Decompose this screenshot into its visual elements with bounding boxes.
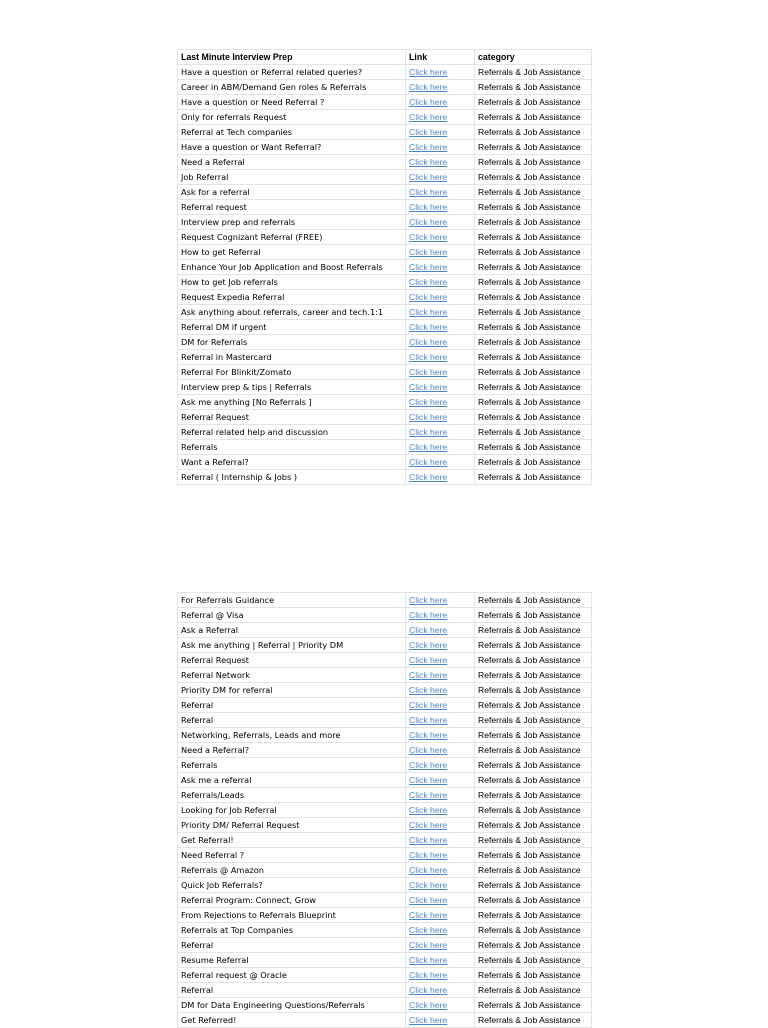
referral-table-2 (177, 592, 592, 1028)
row-title: Referrals (178, 758, 406, 773)
row-link-cell (406, 455, 475, 470)
table-row (178, 683, 592, 698)
click-here-link[interactable]: Click here (409, 127, 448, 137)
row-category: Referrals & Job Assistance (475, 998, 592, 1013)
row-title: Quick Job Referrals? (178, 878, 406, 893)
click-here-link[interactable]: Click here (409, 112, 448, 122)
row-link-cell (406, 773, 475, 788)
row-title: Referral ( Internship & Jobs ) (178, 470, 406, 485)
row-title: Referral For Blinkit/Zomato (178, 365, 406, 380)
row-category: Referrals & Job Assistance (475, 365, 592, 380)
click-here-link[interactable]: Click here (409, 142, 448, 152)
click-here-link[interactable]: Click here (409, 217, 448, 227)
row-category: Referrals & Job Assistance (475, 788, 592, 803)
row-link-cell (406, 758, 475, 773)
table-row (178, 923, 592, 938)
table-row (178, 758, 592, 773)
table-row (178, 335, 592, 350)
header-category: category (475, 50, 592, 65)
click-here-link[interactable]: Click here (409, 202, 448, 212)
row-link-cell (406, 863, 475, 878)
row-link-cell (406, 713, 475, 728)
click-here-link[interactable]: Click here (409, 157, 448, 167)
row-link-cell (406, 185, 475, 200)
row-link-cell (406, 245, 475, 260)
click-here-link[interactable]: Click here (409, 865, 448, 875)
row-title: Referral request @ Oracle (178, 968, 406, 983)
row-title: Referrals at Top Companies (178, 923, 406, 938)
row-category: Referrals & Job Assistance (475, 968, 592, 983)
row-link-cell (406, 275, 475, 290)
row-category: Referrals & Job Assistance (475, 773, 592, 788)
row-category: Referrals & Job Assistance (475, 230, 592, 245)
table-row (178, 275, 592, 290)
row-category: Referrals & Job Assistance (475, 245, 592, 260)
row-link-cell (406, 140, 475, 155)
click-here-link[interactable]: Click here (409, 715, 448, 725)
row-title: Have a question or Need Referral ? (178, 95, 406, 110)
table-row (178, 200, 592, 215)
table-row (178, 440, 592, 455)
table-row (178, 425, 592, 440)
row-category: Referrals & Job Assistance (475, 470, 592, 485)
table-row (178, 260, 592, 275)
row-title: Get Referral! (178, 833, 406, 848)
row-title: How to get Job referrals (178, 275, 406, 290)
click-here-link[interactable]: Click here (409, 640, 448, 650)
table-row (178, 938, 592, 953)
click-here-link[interactable]: Click here (409, 97, 448, 107)
table-row (178, 788, 592, 803)
row-link-cell (406, 380, 475, 395)
table-row (178, 803, 592, 818)
table-row (178, 953, 592, 968)
row-category: Referrals & Job Assistance (475, 335, 592, 350)
table-row (178, 818, 592, 833)
row-category: Referrals & Job Assistance (475, 743, 592, 758)
referral-table-2-body (178, 593, 592, 1028)
row-title: Referral Request (178, 410, 406, 425)
table-row (178, 125, 592, 140)
table-row (178, 668, 592, 683)
row-category: Referrals & Job Assistance (475, 638, 592, 653)
row-title: Referrals (178, 440, 406, 455)
row-category: Referrals & Job Assistance (475, 290, 592, 305)
table-row (178, 320, 592, 335)
click-here-link[interactable]: Click here (409, 337, 448, 347)
row-title: Have a question or Want Referral? (178, 140, 406, 155)
row-category: Referrals & Job Assistance (475, 653, 592, 668)
row-link-cell (406, 728, 475, 743)
table-row (178, 848, 592, 863)
table-row (178, 65, 592, 80)
row-category: Referrals & Job Assistance (475, 350, 592, 365)
click-here-link[interactable]: Click here (409, 760, 448, 770)
row-title: DM for Referrals (178, 335, 406, 350)
click-here-link[interactable]: Click here (409, 655, 448, 665)
click-here-link[interactable]: Click here (409, 307, 448, 317)
row-title: Ask a Referral (178, 623, 406, 638)
click-here-link[interactable]: Click here (409, 775, 448, 785)
row-title: Ask anything about referrals, career and tech.1:1 (178, 305, 406, 320)
row-category: Referrals & Job Assistance (475, 170, 592, 185)
click-here-link[interactable]: Click here (409, 985, 448, 995)
row-category: Referrals & Job Assistance (475, 305, 592, 320)
row-title: Ask me anything [No Referrals ] (178, 395, 406, 410)
row-link-cell (406, 743, 475, 758)
row-link-cell (406, 593, 475, 608)
click-here-link[interactable]: Click here (409, 1000, 448, 1010)
row-link-cell (406, 65, 475, 80)
row-link-cell (406, 623, 475, 638)
click-here-link[interactable]: Click here (409, 382, 448, 392)
header-title: Last Minute Interview Prep (178, 50, 406, 65)
row-link-cell (406, 440, 475, 455)
row-category: Referrals & Job Assistance (475, 728, 592, 743)
table-row (178, 878, 592, 893)
row-title: DM for Data Engineering Questions/Referrals (178, 998, 406, 1013)
row-category: Referrals & Job Assistance (475, 155, 592, 170)
click-here-link[interactable]: Click here (409, 955, 448, 965)
row-title: Enhance Your Job Application and Boost Referrals (178, 260, 406, 275)
row-link-cell (406, 110, 475, 125)
row-category: Referrals & Job Assistance (475, 953, 592, 968)
row-title: Need a Referral? (178, 743, 406, 758)
row-title: Referral related help and discussion (178, 425, 406, 440)
row-category: Referrals & Job Assistance (475, 848, 592, 863)
row-title: Request Expedia Referral (178, 290, 406, 305)
table-row (178, 410, 592, 425)
click-here-link[interactable]: Click here (409, 277, 448, 287)
row-link-cell (406, 410, 475, 425)
row-category: Referrals & Job Assistance (475, 95, 592, 110)
row-category: Referrals & Job Assistance (475, 713, 592, 728)
table-row (178, 593, 592, 608)
row-link-cell (406, 305, 475, 320)
table-row (178, 185, 592, 200)
row-title: Need Referral ? (178, 848, 406, 863)
row-link-cell (406, 878, 475, 893)
row-link-cell (406, 998, 475, 1013)
click-here-link[interactable]: Click here (409, 427, 448, 437)
row-link-cell (406, 95, 475, 110)
table-row (178, 728, 592, 743)
row-link-cell (406, 215, 475, 230)
click-here-link[interactable]: Click here (409, 745, 448, 755)
row-link-cell (406, 968, 475, 983)
row-category: Referrals & Job Assistance (475, 608, 592, 623)
click-here-link[interactable]: Click here (409, 322, 448, 332)
row-category: Referrals & Job Assistance (475, 803, 592, 818)
row-category: Referrals & Job Assistance (475, 893, 592, 908)
row-link-cell (406, 200, 475, 215)
click-here-link[interactable]: Click here (409, 880, 448, 890)
table-row (178, 653, 592, 668)
row-title: Referral DM if urgent (178, 320, 406, 335)
row-link-cell (406, 698, 475, 713)
row-title: Priority DM/ Referral Request (178, 818, 406, 833)
click-here-link[interactable]: Click here (409, 925, 448, 935)
click-here-link[interactable]: Click here (409, 472, 448, 482)
row-category: Referrals & Job Assistance (475, 668, 592, 683)
click-here-link[interactable]: Click here (409, 805, 448, 815)
click-here-link[interactable]: Click here (409, 850, 448, 860)
row-title: Referrals @ Amazon (178, 863, 406, 878)
row-title: Referral @ Visa (178, 608, 406, 623)
row-category: Referrals & Job Assistance (475, 125, 592, 140)
row-category: Referrals & Job Assistance (475, 683, 592, 698)
row-link-cell (406, 668, 475, 683)
row-category: Referrals & Job Assistance (475, 1013, 592, 1028)
row-category: Referrals & Job Assistance (475, 908, 592, 923)
click-here-link[interactable]: Click here (409, 412, 448, 422)
row-link-cell (406, 80, 475, 95)
click-here-link[interactable]: Click here (409, 610, 448, 620)
row-title: Referrals/Leads (178, 788, 406, 803)
row-category: Referrals & Job Assistance (475, 455, 592, 470)
row-category: Referrals & Job Assistance (475, 863, 592, 878)
row-title: Referral (178, 698, 406, 713)
table-row (178, 983, 592, 998)
row-link-cell (406, 893, 475, 908)
row-title: Priority DM for referral (178, 683, 406, 698)
click-here-link[interactable]: Click here (409, 262, 448, 272)
table-row (178, 893, 592, 908)
row-link-cell (406, 653, 475, 668)
row-link-cell (406, 608, 475, 623)
row-link-cell (406, 230, 475, 245)
click-here-link[interactable]: Click here (409, 172, 448, 182)
row-category: Referrals & Job Assistance (475, 878, 592, 893)
row-category: Referrals & Job Assistance (475, 110, 592, 125)
table-row (178, 155, 592, 170)
row-title: Looking for Job Referral (178, 803, 406, 818)
row-category: Referrals & Job Assistance (475, 395, 592, 410)
click-here-link[interactable]: Click here (409, 1015, 448, 1025)
row-category: Referrals & Job Assistance (475, 185, 592, 200)
row-link-cell (406, 350, 475, 365)
click-here-link[interactable]: Click here (409, 895, 448, 905)
row-link-cell (406, 335, 475, 350)
click-here-link[interactable]: Click here (409, 397, 448, 407)
row-link-cell (406, 818, 475, 833)
click-here-link[interactable]: Click here (409, 820, 448, 830)
row-category: Referrals & Job Assistance (475, 140, 592, 155)
row-link-cell (406, 1013, 475, 1028)
table-row (178, 998, 592, 1013)
row-link-cell (406, 260, 475, 275)
row-category: Referrals & Job Assistance (475, 260, 592, 275)
row-title: Resume Referral (178, 953, 406, 968)
referral-table-1-body (178, 50, 592, 485)
row-category: Referrals & Job Assistance (475, 818, 592, 833)
row-title: Referral (178, 713, 406, 728)
row-title: How to get Referral (178, 245, 406, 260)
click-here-link[interactable]: Click here (409, 292, 448, 302)
row-category: Referrals & Job Assistance (475, 623, 592, 638)
row-category: Referrals & Job Assistance (475, 80, 592, 95)
table-row (178, 455, 592, 470)
row-category: Referrals & Job Assistance (475, 410, 592, 425)
row-title: Ask for a referral (178, 185, 406, 200)
row-title: Get Referred! (178, 1013, 406, 1028)
click-here-link[interactable]: Click here (409, 790, 448, 800)
row-category: Referrals & Job Assistance (475, 425, 592, 440)
row-category: Referrals & Job Assistance (475, 923, 592, 938)
click-here-link[interactable]: Click here (409, 670, 448, 680)
click-here-link[interactable]: Click here (409, 700, 448, 710)
row-category: Referrals & Job Assistance (475, 380, 592, 395)
row-link-cell (406, 788, 475, 803)
row-link-cell (406, 155, 475, 170)
row-title: Networking, Referrals, Leads and more (178, 728, 406, 743)
table-row (178, 140, 592, 155)
row-link-cell (406, 290, 475, 305)
row-link-cell (406, 320, 475, 335)
click-here-link[interactable]: Click here (409, 457, 448, 467)
click-here-link[interactable]: Click here (409, 625, 448, 635)
click-here-link[interactable]: Click here (409, 352, 448, 362)
click-here-link[interactable]: Click here (409, 232, 448, 242)
row-category: Referrals & Job Assistance (475, 275, 592, 290)
table-row (178, 623, 592, 638)
click-here-link[interactable]: Click here (409, 595, 448, 605)
table-row (178, 95, 592, 110)
row-link-cell (406, 953, 475, 968)
row-link-cell (406, 425, 475, 440)
table-row (178, 1013, 592, 1028)
table-row (178, 773, 592, 788)
click-here-link[interactable]: Click here (409, 247, 448, 257)
row-category: Referrals & Job Assistance (475, 440, 592, 455)
click-here-link[interactable]: Click here (409, 367, 448, 377)
table-row (178, 365, 592, 380)
table-row (178, 110, 592, 125)
table-row (178, 698, 592, 713)
header-row (178, 50, 592, 65)
row-link-cell (406, 683, 475, 698)
row-link-cell (406, 938, 475, 953)
click-here-link[interactable]: Click here (409, 835, 448, 845)
row-title: Referral at Tech companies (178, 125, 406, 140)
row-title: Referral in Mastercard (178, 350, 406, 365)
row-title: Referral request (178, 200, 406, 215)
row-category: Referrals & Job Assistance (475, 200, 592, 215)
click-here-link[interactable]: Click here (409, 187, 448, 197)
table-row (178, 608, 592, 623)
row-category: Referrals & Job Assistance (475, 983, 592, 998)
click-here-link[interactable]: Click here (409, 940, 448, 950)
row-title: Ask me anything | Referral | Priority DM (178, 638, 406, 653)
row-link-cell (406, 395, 475, 410)
row-title: From Rejections to Referrals Blueprint (178, 908, 406, 923)
table-row (178, 743, 592, 758)
row-title: Job Referral (178, 170, 406, 185)
table-row (178, 833, 592, 848)
table-row (178, 968, 592, 983)
referral-table-1 (177, 49, 592, 485)
row-category: Referrals & Job Assistance (475, 698, 592, 713)
row-title: Have a question or Referral related queries? (178, 65, 406, 80)
click-here-link[interactable]: Click here (409, 442, 448, 452)
table-row (178, 863, 592, 878)
row-title: Referral Program: Connect, Grow (178, 893, 406, 908)
row-link-cell (406, 923, 475, 938)
row-category: Referrals & Job Assistance (475, 758, 592, 773)
row-title: For Referrals Guidance (178, 593, 406, 608)
table-row (178, 908, 592, 923)
row-title: Referral Request (178, 653, 406, 668)
row-link-cell (406, 848, 475, 863)
row-title: Ask me a referral (178, 773, 406, 788)
row-title: Need a Referral (178, 155, 406, 170)
row-link-cell (406, 803, 475, 818)
table-row (178, 80, 592, 95)
table-row (178, 380, 592, 395)
row-category: Referrals & Job Assistance (475, 65, 592, 80)
row-link-cell (406, 170, 475, 185)
table-row (178, 215, 592, 230)
table-row (178, 290, 592, 305)
row-link-cell (406, 365, 475, 380)
row-title: Interview prep and referrals (178, 215, 406, 230)
table-row (178, 350, 592, 365)
row-title: Career in ABM/Demand Gen roles & Referrals (178, 80, 406, 95)
header-link: Link (406, 50, 475, 65)
row-link-cell (406, 833, 475, 848)
row-title: Interview prep & tips | Referrals (178, 380, 406, 395)
row-category: Referrals & Job Assistance (475, 215, 592, 230)
table-row (178, 713, 592, 728)
table-row (178, 395, 592, 410)
row-link-cell (406, 983, 475, 998)
click-here-link[interactable]: Click here (409, 82, 448, 92)
row-title: Want a Referral? (178, 455, 406, 470)
table-row (178, 230, 592, 245)
click-here-link[interactable]: Click here (409, 685, 448, 695)
row-link-cell (406, 638, 475, 653)
table-row (178, 470, 592, 485)
click-here-link[interactable]: Click here (409, 730, 448, 740)
row-link-cell (406, 125, 475, 140)
table-row (178, 245, 592, 260)
row-title: Referral (178, 983, 406, 998)
row-link-cell (406, 470, 475, 485)
row-title: Only for referrals Request (178, 110, 406, 125)
row-title: Request Cognizant Referral (FREE) (178, 230, 406, 245)
click-here-link[interactable]: Click here (409, 67, 448, 77)
table-row (178, 638, 592, 653)
table-row (178, 305, 592, 320)
row-category: Referrals & Job Assistance (475, 320, 592, 335)
row-category: Referrals & Job Assistance (475, 593, 592, 608)
row-category: Referrals & Job Assistance (475, 833, 592, 848)
click-here-link[interactable]: Click here (409, 970, 448, 980)
row-link-cell (406, 908, 475, 923)
row-title: Referral (178, 938, 406, 953)
table-row (178, 170, 592, 185)
row-category: Referrals & Job Assistance (475, 938, 592, 953)
click-here-link[interactable]: Click here (409, 910, 448, 920)
row-title: Referral Network (178, 668, 406, 683)
